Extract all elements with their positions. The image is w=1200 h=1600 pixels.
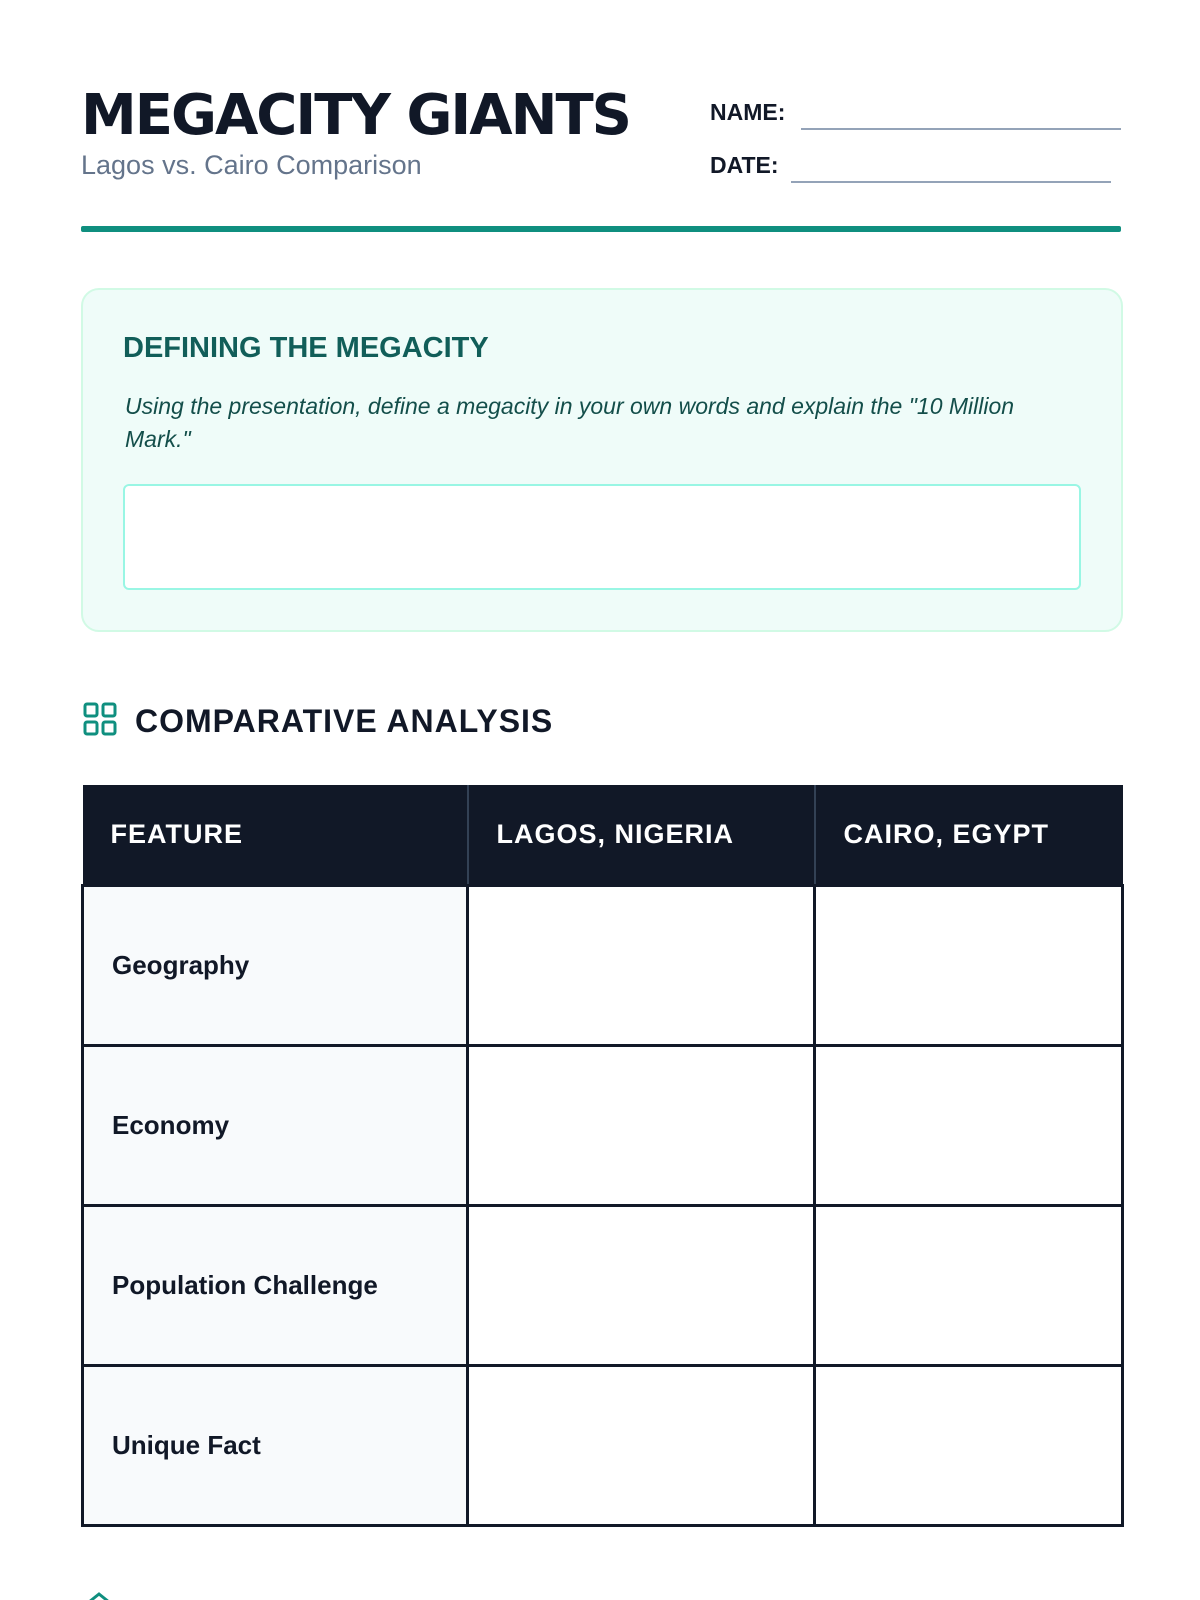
cairo-population-cell[interactable] [815, 1205, 1123, 1365]
table-row [83, 1045, 1123, 1205]
lagos-population-cell[interactable] [468, 1205, 815, 1365]
date-field[interactable] [791, 181, 1111, 183]
lagos-unique-fact-cell[interactable] [468, 1365, 815, 1525]
header-divider [81, 226, 1121, 232]
feature-geography: Geography [83, 885, 468, 1045]
grid-icon [83, 702, 117, 736]
definition-answer-field[interactable] [123, 484, 1081, 590]
table-row [83, 1205, 1123, 1365]
next-section-icon [81, 1592, 117, 1600]
define-title: DEFINING THE MEGACITY [123, 332, 489, 364]
worksheet-header [81, 80, 1121, 240]
date-label: DATE: [710, 152, 779, 178]
table-row [83, 1365, 1123, 1525]
worksheet-page [81, 0, 1121, 1600]
table-row [83, 885, 1123, 1045]
define-instructions: Using the presentation, define a megacity in your own words and explain the "10 Million Mark." [125, 393, 1015, 452]
name-field[interactable] [801, 128, 1121, 130]
lagos-geography-cell[interactable] [468, 885, 815, 1045]
cairo-economy-cell[interactable] [815, 1045, 1123, 1205]
table-header-row [83, 785, 1123, 885]
feature-unique-fact: Unique Fact [83, 1365, 468, 1525]
column-header-lagos: LAGOS, NIGERIA [468, 785, 815, 885]
column-header-cairo: CAIRO, EGYPT [815, 785, 1123, 885]
column-header-feature: FEATURE [83, 785, 468, 885]
define-megacity-box [81, 288, 1123, 632]
name-label: NAME: [710, 99, 786, 125]
section-title: COMPARATIVE ANALYSIS [135, 703, 554, 739]
lagos-economy-cell[interactable] [468, 1045, 815, 1205]
feature-economy: Economy [83, 1045, 468, 1205]
comparison-table [81, 785, 1124, 1527]
feature-population-challenge: Population Challenge [83, 1205, 468, 1365]
cairo-geography-cell[interactable] [815, 885, 1123, 1045]
page-title: MEGACITY GIANTS [81, 83, 631, 148]
page-subtitle: Lagos vs. Cairo Comparison [81, 150, 422, 180]
cairo-unique-fact-cell[interactable] [815, 1365, 1123, 1525]
